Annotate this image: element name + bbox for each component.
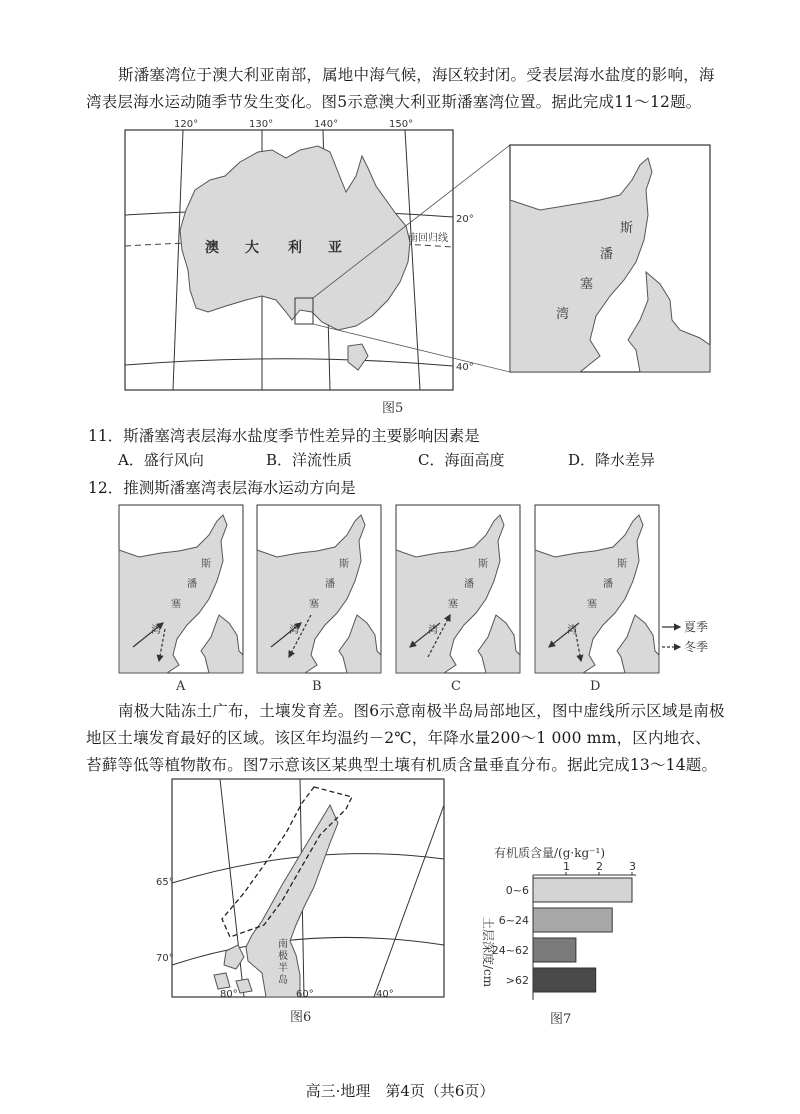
fig5-lon-label-140: 140°: [314, 119, 339, 130]
q11-option-a[interactable]: A．盛行风向: [118, 451, 204, 469]
fig5-bay-char-4: 湾: [556, 307, 570, 322]
fig5-caption: 图5: [382, 401, 404, 416]
fig5-bay-char-3: 塞: [580, 277, 594, 292]
fig7-category-label: 6~24: [498, 914, 529, 927]
island-3: [236, 979, 252, 993]
question-11-options: [118, 449, 738, 470]
q12-label-a: A: [176, 679, 186, 694]
fig7-category-label: 24~62: [491, 944, 529, 957]
q11-option-c[interactable]: C．海面高度: [418, 451, 505, 469]
q11-option-b[interactable]: B．洋流性质: [266, 451, 353, 469]
question-12-panels: [0, 500, 800, 700]
question-12-stem: 12．推测斯潘塞湾表层海水运动方向是: [88, 479, 356, 497]
fig5-lon-label-150: 150°: [389, 119, 414, 130]
legend-winter-label: 冬季: [684, 640, 709, 654]
peninsula-char-3: 半: [278, 963, 288, 974]
peninsula-char-1: 南: [278, 939, 288, 950]
fig6-lon-label-80: 80°: [220, 989, 238, 1000]
peninsula-char-2: 极: [278, 951, 288, 962]
q12c-char-2: 潘: [464, 579, 474, 590]
q12-panel-b[interactable]: [257, 505, 381, 673]
fig5-connector-bottom: [313, 324, 510, 372]
q12b-char-4: 湾: [289, 625, 299, 636]
fig7-caption: 图7: [550, 1012, 572, 1027]
fig7-x-tick-label: 2: [596, 860, 603, 873]
q12a-char-3: 塞: [171, 599, 181, 610]
fig5-lon-label-120: 120°: [174, 119, 199, 130]
q12-label-c: C: [451, 679, 461, 694]
fig5-lat-label-40: 40°: [456, 362, 474, 373]
q12a-char-2: 潘: [187, 579, 197, 590]
island-2: [214, 973, 230, 989]
antarctic-peninsula: [246, 805, 338, 997]
fig5-lon-120: [173, 130, 183, 390]
fig5-bay-char-1: 斯: [620, 221, 634, 236]
legend-summer-label: 夏季: [684, 620, 709, 634]
q12b-char-3: 塞: [309, 599, 319, 610]
spencer-gulf-land-east: [628, 272, 710, 372]
fig6-lat-70: [172, 937, 444, 965]
q12-label-b: B: [312, 679, 322, 694]
fig7-category-label: >62: [505, 974, 529, 987]
fig5-lon-label-130: 130°: [249, 119, 274, 130]
q12c-char-3: 塞: [448, 599, 458, 610]
q12a-char-4: 湾: [151, 625, 161, 636]
q12c-char-4: 湾: [428, 625, 438, 636]
fig7-bar: [533, 878, 632, 902]
fig6-lon-label-40: 40°: [376, 989, 394, 1000]
figure-7-chart: [470, 835, 660, 1035]
q12b-char-2: 潘: [325, 579, 335, 590]
figure-5: [0, 0, 800, 420]
q12-panel-c[interactable]: [396, 505, 520, 673]
q12d-char-3: 塞: [587, 599, 597, 610]
q12d-char-4: 湾: [567, 625, 577, 636]
q12-panel-d[interactable]: [535, 505, 659, 673]
australia-char-4: 亚: [328, 240, 342, 256]
fig5-bay-char-2: 潘: [600, 247, 614, 262]
tropic-label: 南回归线: [408, 233, 448, 244]
q11-option-d[interactable]: D．降水差异: [568, 451, 656, 469]
figure-6: [0, 775, 460, 1035]
question-11-stem: 11．斯潘塞湾表层海水盐度季节性差异的主要影响因素是: [88, 427, 480, 445]
q12a-char-1: 斯: [201, 559, 211, 570]
intro-paragraph-2: [86, 698, 726, 779]
intro-text-2: 南极大陆冻土广布，土壤发育差。图6示意南极半岛局部地区，图中虚线所示区域是南极地区土壤发育最好的区域。该区年均温约－2℃，年降水量200～1 000 mm，区内地衣、苔藓等低等植物散布。图7示意该区某典型土壤有机质含量垂直分布。据此完成13～14题。: [86, 702, 725, 774]
australia-char-3: 利: [288, 240, 302, 256]
fig7-title: 有机质含量/(g·kg⁻¹): [494, 846, 606, 860]
fig7-category-label: 0~6: [505, 884, 529, 897]
fig6-caption: 图6: [290, 1010, 312, 1025]
q12c-char-1: 斯: [478, 559, 488, 570]
tasmania: [348, 344, 368, 370]
australia-char-1: 澳: [205, 240, 219, 256]
q12-label-d: D: [590, 679, 601, 694]
fig7-x-tick-label: 3: [629, 860, 636, 873]
fig6-lat-label-65: 65°: [156, 877, 174, 888]
fig7-ylabel: 土层深度/cm: [481, 917, 495, 988]
fig7-bar: [533, 968, 596, 992]
q12-panel-a[interactable]: [119, 505, 243, 673]
q12d-char-1: 斯: [617, 559, 627, 570]
fig5-lat-label-20: 20°: [456, 214, 474, 225]
fig7-bar: [533, 938, 576, 962]
fig6-lon-label-60: 60°: [296, 989, 314, 1000]
fig6-lat-label-70: 70°: [156, 953, 174, 964]
q12b-char-1: 斯: [339, 559, 349, 570]
fig6-lon-40: [374, 805, 444, 997]
australia-char-2: 大: [245, 240, 259, 256]
fig7-bar: [533, 908, 612, 932]
page-footer: 高三·地理 第4页（共6页）: [305, 1082, 495, 1100]
peninsula-char-4: 岛: [278, 975, 288, 986]
fig7-x-tick-label: 1: [563, 860, 570, 873]
intro-text-1: 斯潘塞湾位于澳大利亚南部，属地中海气候，海区较封闭。受表层海水盐度的影响，海湾表层海水运动随季节发生变化。图5示意澳大利亚斯潘塞湾位置。据此完成11～12题。: [86, 66, 715, 111]
q12d-char-2: 潘: [603, 579, 613, 590]
